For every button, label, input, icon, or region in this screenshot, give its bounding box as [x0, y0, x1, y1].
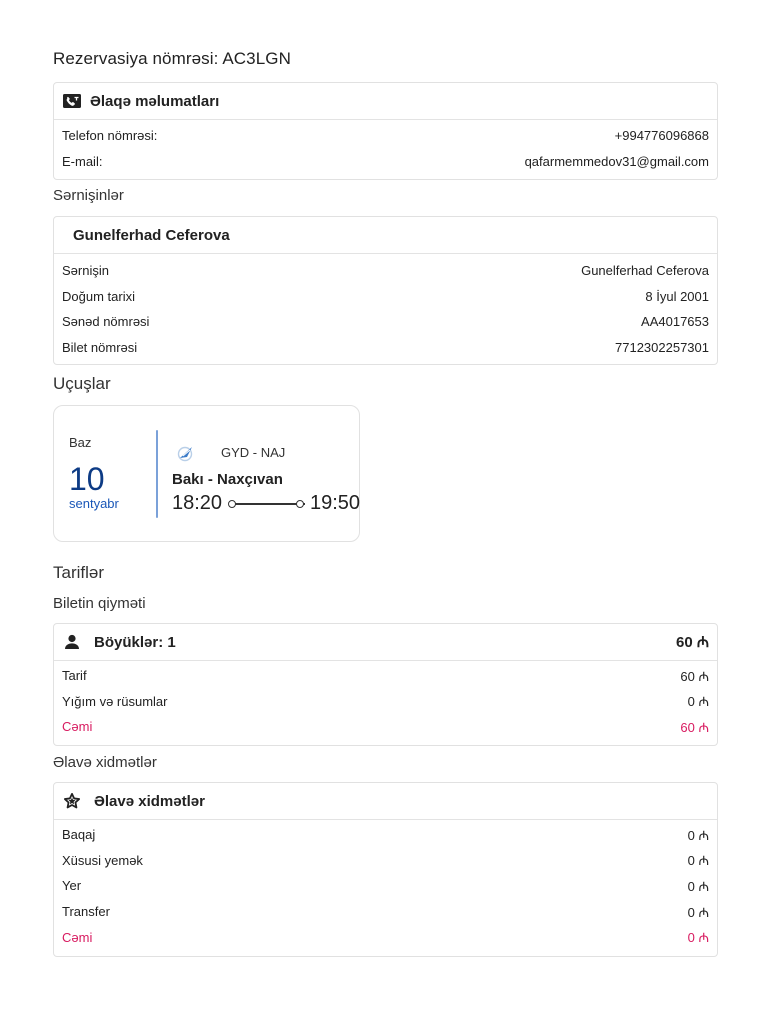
flights-section-label: Uçuşlar: [53, 374, 111, 393]
transfer-value: 0 ₼: [687, 904, 709, 920]
departure-time: 18:20: [172, 492, 223, 514]
extras-total-label: Cəmi: [62, 929, 93, 945]
contact-phone-row: [62, 123, 709, 149]
flight-month: sentyabr: [69, 496, 119, 511]
contact-card-title: Əlaqə məlumatları: [90, 92, 220, 110]
special-meal-label: Xüsusi yemək: [62, 852, 143, 868]
adults-count: Böyüklər: 1: [94, 633, 176, 651]
extras-total-value: 0 ₼: [687, 930, 709, 946]
passenger-name-value: Gunelferhad Ceferova: [581, 263, 709, 279]
fees-label: Yığım və rüsumlar: [62, 693, 168, 709]
phone-value: +994776096868: [614, 128, 709, 144]
fare-card: [53, 623, 718, 746]
star-icon: [62, 791, 82, 811]
passenger-card-header[interactable]: [54, 217, 717, 254]
ticket-price-label: Biletin qiyməti: [53, 595, 146, 612]
extras-card-header: [54, 783, 717, 820]
adults-total-price: 60 ₼: [675, 634, 709, 651]
flight-card[interactable]: [53, 405, 360, 542]
phone-contact-icon: [62, 91, 82, 111]
baggage-label: Baqaj: [62, 827, 96, 843]
contact-email-row: [62, 149, 709, 175]
special-meal-row: [62, 848, 709, 874]
tariff-value: 60 ₼: [680, 668, 709, 684]
azal-logo-icon: [176, 444, 196, 462]
transfer-label: Transfer: [62, 904, 110, 920]
passenger-card-title: Gunelferhad Ceferova: [73, 226, 230, 244]
tariff-row: [62, 663, 709, 689]
contact-card-header: [54, 83, 717, 120]
transfer-row: [62, 899, 709, 925]
document-number-value: AA4017653: [641, 314, 709, 330]
passenger-name-label: Sərnişin: [62, 263, 109, 279]
baggage-value: 0 ₼: [687, 827, 709, 843]
seat-label: Yer: [62, 878, 82, 894]
seat-row: [62, 873, 709, 899]
passenger-card: [53, 216, 718, 365]
departure-dot: [228, 500, 236, 508]
extras-card-title: Əlavə xidmətlər: [94, 792, 205, 810]
flight-route-name: Bakı - Naxçıvan: [172, 471, 283, 488]
email-value: qafarmemmedov31@gmail.com: [524, 153, 709, 169]
flight-duration-line: [229, 503, 305, 505]
document-number-row: [62, 309, 709, 335]
seat-value: 0 ₼: [687, 878, 709, 894]
ticket-number-value: 7712302257301: [615, 340, 709, 356]
extras-card: [53, 782, 718, 957]
fare-total-value: 60 ₼: [680, 719, 709, 735]
passengers-section-label: Sərnişinlər: [53, 187, 124, 204]
phone-label: Telefon nömrəsi:: [62, 128, 158, 144]
email-label: E-mail:: [62, 153, 103, 169]
arrival-dot: [296, 500, 304, 508]
fare-card-header: [54, 624, 717, 661]
special-meal-value: 0 ₼: [687, 853, 709, 869]
person-icon: [62, 632, 82, 652]
birth-date-value: 8 İyul 2001: [645, 288, 709, 304]
document-number-label: Sənəd nömrəsi: [62, 314, 150, 330]
ticket-number-row: [62, 335, 709, 361]
fare-total-label: Cəmi: [62, 719, 93, 735]
tariff-label: Tarif: [62, 668, 87, 684]
birth-date-label: Doğum tarixi: [62, 288, 135, 304]
fares-section-label: Tariflər: [53, 563, 105, 582]
baggage-row: [62, 822, 709, 848]
booking-number-title: Rezervasiya nömrəsi: AC3LGN: [53, 49, 291, 68]
fees-row: [62, 689, 709, 715]
ticket-number-label: Bilet nömrəsi: [62, 340, 138, 356]
extras-section-label: Əlavə xidmətlər: [53, 754, 157, 771]
flight-day: 10: [69, 461, 105, 497]
passenger-name-row: [62, 258, 709, 284]
birth-date-row: [62, 284, 709, 310]
flight-direction: Baz: [69, 435, 92, 450]
flight-card-divider: [156, 430, 158, 518]
fare-total-row: [62, 714, 709, 740]
extras-total-row: [62, 924, 709, 950]
arrival-time: 19:50: [310, 492, 361, 514]
contact-info-card: [53, 82, 718, 180]
fees-value: 0 ₼: [687, 694, 709, 710]
flight-route-code: GYD - NAJ: [221, 445, 286, 460]
